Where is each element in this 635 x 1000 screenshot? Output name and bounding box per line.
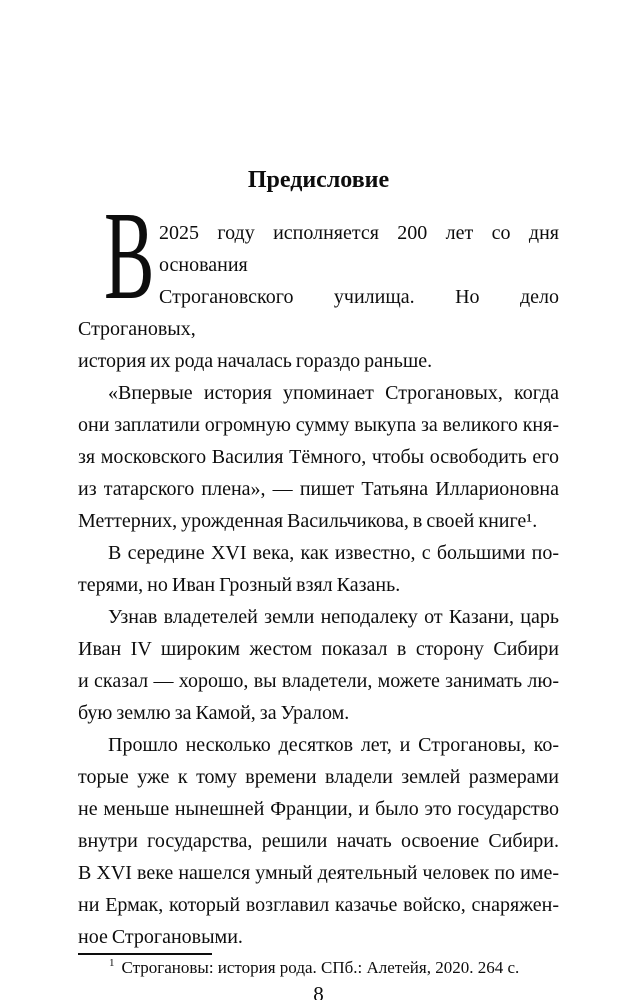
text-line: история их рода началась гораздо раньше.: [78, 350, 433, 372]
paragraph: [78, 377, 559, 537]
text-line: 2025 году исполняется 200 лет со дня основания: [159, 222, 559, 276]
text-line: из татарского плена», — пишет Татьяна Илларионовна: [78, 478, 559, 500]
footnote-marker: 1: [109, 957, 115, 970]
text-line: они заплатили огромную сумму выкупа за великого кня-: [78, 414, 559, 436]
footnote-text: Строгановы: история рода. СПб.: Алетейя, 2020. 264 с.: [121, 958, 520, 977]
body-text: [78, 187, 559, 953]
footnote: [78, 958, 559, 977]
text-line: ное Строгановыми.: [78, 926, 243, 948]
text-line: внутри государства, решили начать освоение Сибири.: [78, 830, 559, 852]
drop-cap: [104, 187, 155, 326]
drop-cap-letter: В: [104, 187, 155, 326]
text-line: Узнав владетелей земли неподалеку от Казани, царь: [108, 606, 559, 628]
text-line: В середине XVI века, как известно, с большими по-: [108, 542, 559, 564]
page-number: 8: [313, 982, 324, 1000]
text-line: Меттерних, урожденная Васильчикова, в своей книге¹.: [78, 510, 538, 532]
paragraph: [78, 601, 559, 729]
paragraph: [78, 187, 559, 377]
text-line: и сказал — хорошо, вы владетели, можете занимать лю-: [78, 670, 559, 692]
text-line: В XVI веке нашелся умный деятельный человек по име-: [78, 862, 559, 884]
text-line: ни Ермак, который возглавил казачье войско, снаряжен-: [78, 894, 559, 916]
paragraph: [78, 729, 559, 953]
text-line: не меньше нынешней Франции, и было это государство: [78, 798, 559, 820]
text-line: торые уже к тому времени владели землей размерами: [78, 766, 559, 788]
text-line: «Впервые история упоминает Строгановых, когда: [108, 382, 559, 404]
footnote-separator: [78, 953, 212, 955]
paragraph: [78, 537, 559, 601]
text-line: Иван IV широким жестом показал в сторону Сибири: [78, 638, 559, 660]
chapter-title: Предисловие: [247, 167, 390, 193]
text-line: Прошло несколько десятков лет, и Строгановы, ко-: [108, 734, 559, 756]
text-line: Строгановского училища. Но дело Строгановых,: [78, 286, 559, 340]
text-line: зя московского Василия Тёмного, чтобы освободить его: [78, 446, 559, 468]
text-line: терями, но Иван Грозный взял Казань.: [78, 574, 401, 596]
text-line: бую землю за Камой, за Уралом.: [78, 702, 350, 724]
